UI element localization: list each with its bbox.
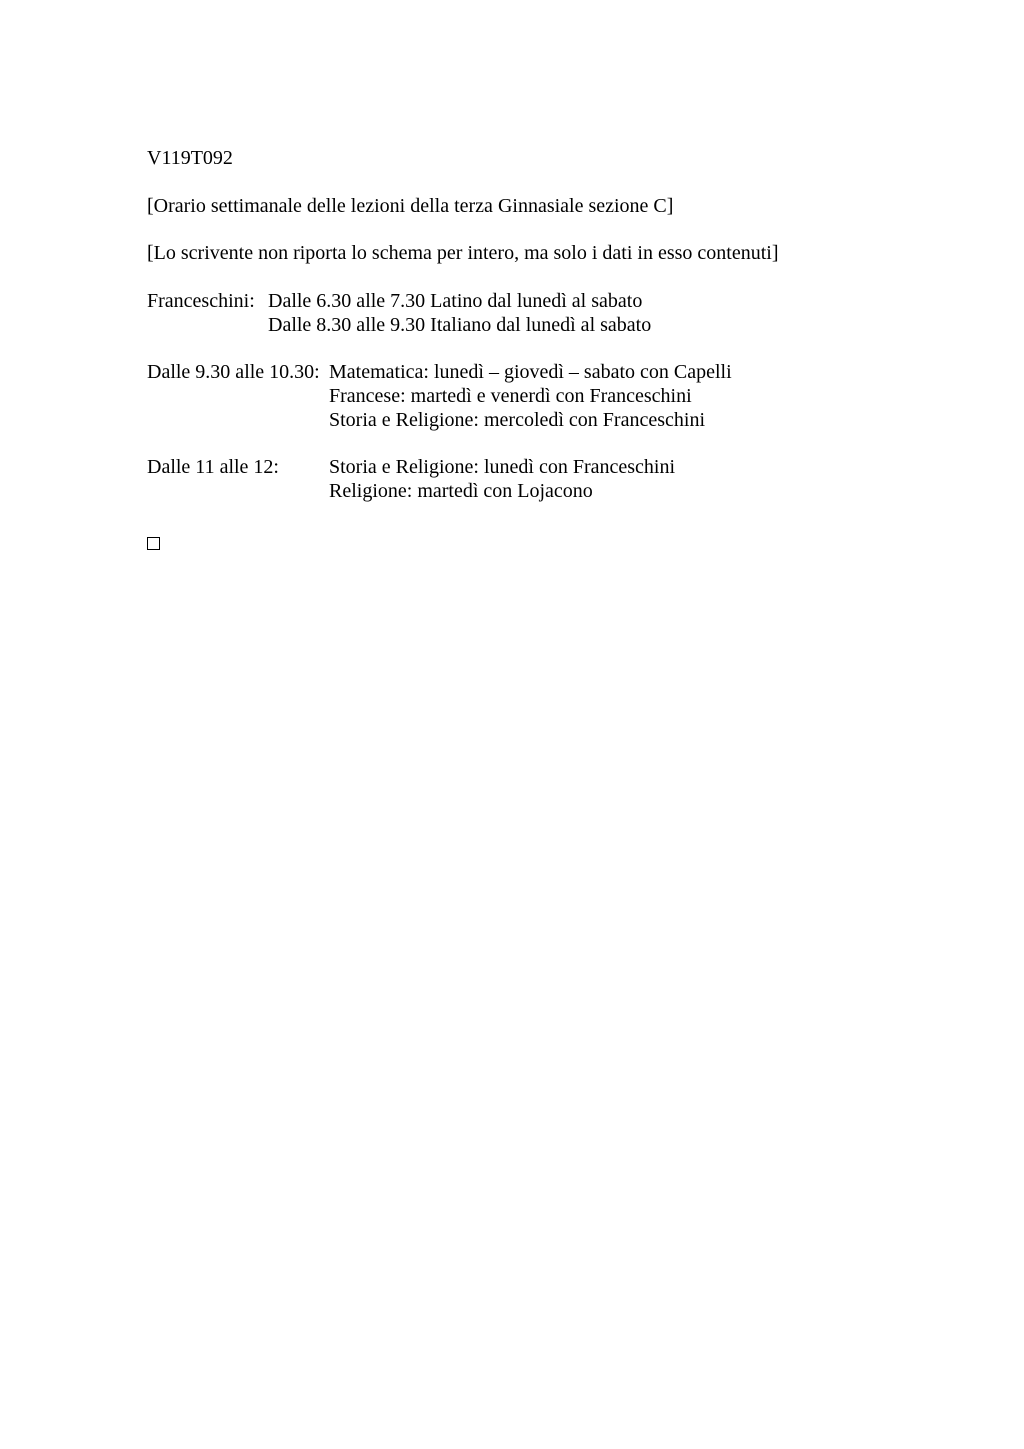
schedule-line: Dalle 6.30 alle 7.30 Latino dal lunedì al sabato — [268, 290, 643, 312]
schedule-line: Storia e Religione: mercoledì con Franceschini — [329, 409, 705, 431]
empty-square-glyph — [147, 537, 160, 550]
franceschini-label: Franceschini: — [147, 290, 255, 312]
document-heading: [Orario settimanale delle lezioni della terza Ginnasiale sezione C] — [147, 195, 674, 217]
editorial-note: [Lo scrivente non riporta lo schema per intero, ma solo i dati in esso contenuti] — [147, 242, 779, 264]
block-11-label: Dalle 11 alle 12: — [147, 456, 279, 478]
document-id: V119T092 — [147, 147, 233, 169]
schedule-line: Francese: martedì e venerdì con Franceschini — [329, 385, 692, 407]
block-930-label: Dalle 9.30 alle 10.30: — [147, 361, 320, 383]
schedule-line: Matematica: lunedì – giovedì – sabato con Capelli — [329, 361, 732, 383]
schedule-line: Storia e Religione: lunedì con Franceschini — [329, 456, 676, 478]
block-11-row-1 — [147, 455, 676, 479]
franceschini-row-1 — [147, 289, 643, 313]
schedule-line: Dalle 8.30 alle 9.30 Italiano dal lunedì al sabato — [268, 314, 652, 336]
schedule-line: Religione: martedì con Lojacono — [329, 480, 593, 502]
block-930-row-1 — [147, 360, 732, 384]
